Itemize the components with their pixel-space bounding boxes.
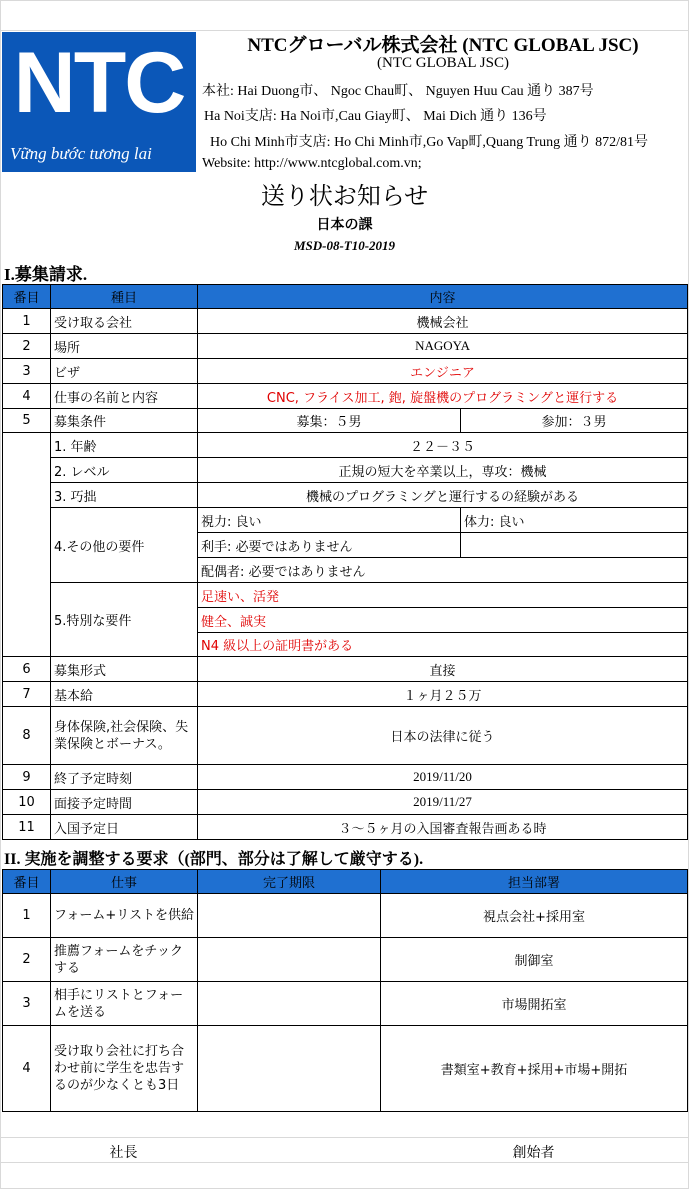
row-no: 11 <box>3 815 51 840</box>
document-subtitle: 日本の課 <box>316 217 373 233</box>
table-row <box>3 765 688 790</box>
row-dept: 視点会社+採用室 <box>381 894 688 938</box>
col-header-deadline: 完了期限 <box>198 870 381 894</box>
row-no: 7 <box>3 682 51 707</box>
row-no-empty <box>3 433 51 657</box>
row-no: 2 <box>3 938 51 982</box>
col-header-task: 仕事 <box>51 870 198 894</box>
recruit-count: 募集：５男 <box>198 409 461 433</box>
table-row <box>3 707 688 765</box>
row-deadline <box>198 894 381 938</box>
table-row <box>3 790 688 815</box>
implementation-table <box>2 869 688 1112</box>
row-deadline <box>198 1026 381 1112</box>
row-dept: 書類室+教育+採用+市場+開拓 <box>381 1026 688 1112</box>
row-task: 受け取り会社に打ち合わせ前に学生を忠告するのが少なくとも3日 <box>51 1026 198 1112</box>
col-header-content: 内容 <box>198 285 688 309</box>
row-content: 機械会社 <box>198 309 688 334</box>
col-header-no: 番目 <box>3 285 51 309</box>
row-no: 4 <box>3 384 51 409</box>
row-task: 推薦フォームをチックする <box>51 938 198 982</box>
skill-value: 機械のプログラミングと運行するの経験がある <box>198 483 688 508</box>
level-label: 2. レベル <box>51 458 198 483</box>
row-no: 4 <box>3 1026 51 1112</box>
row-dept: 市場開拓室 <box>381 982 688 1026</box>
address-hcm: Ho Chi Minh市支店: Ho Chi Minh市,Go Vap町,Quang Trung 通り 872/81号 <box>210 135 649 150</box>
document-title: 送り状お知らせ <box>260 184 429 210</box>
table-header-row <box>3 870 688 894</box>
row-no: 9 <box>3 765 51 790</box>
strength: 体力: 良い <box>461 508 688 533</box>
empty-cell <box>461 533 688 558</box>
row-item: 身体保険,社会保険、失業保険とボーナス。 <box>51 707 198 765</box>
row-no: 3 <box>3 359 51 384</box>
document-code: MSD-08-T10-2019 <box>293 238 396 253</box>
row-content: NAGOYA <box>198 334 688 359</box>
level-value: 正規の短大を卒業以上，専攻：機械 <box>198 458 688 483</box>
recruitment-table <box>2 284 688 840</box>
skill-label: 3. 巧拙 <box>51 483 198 508</box>
row-content: エンジニア <box>198 359 688 384</box>
table-row <box>3 583 688 608</box>
address-hanoi: Ha Noi支店: Ha Noi市,Cau Giay町、 Mai Dich 通り 136号 <box>204 109 547 124</box>
other-requirements-label: 4.その他の要件 <box>51 508 198 583</box>
logo-slogan: Vững bước tương lai <box>10 144 152 163</box>
handedness: 利手: 必要ではありません <box>198 533 461 558</box>
table-row <box>3 458 688 483</box>
grid-line <box>0 1162 689 1163</box>
row-content: 2019/11/20 <box>198 765 688 790</box>
row-content: ３～５ヶ月の入国審査報告画ある時 <box>198 815 688 840</box>
row-no: 10 <box>3 790 51 815</box>
row-item: 仕事の名前と内容 <box>51 384 198 409</box>
table-row <box>3 409 688 433</box>
table-row <box>3 815 688 840</box>
row-no: 8 <box>3 707 51 765</box>
row-content: 日本の法律に従う <box>198 707 688 765</box>
table-row <box>3 309 688 334</box>
row-item: 終了予定時刻 <box>51 765 198 790</box>
col-header-no: 番目 <box>3 870 51 894</box>
special-req-1: 足速い、活発 <box>198 583 688 608</box>
company-logo <box>2 32 196 172</box>
logo-text: NTC <box>13 35 185 131</box>
row-item: 入国予定日 <box>51 815 198 840</box>
row-item: ビザ <box>51 359 198 384</box>
signature-president: 社長 <box>109 1145 138 1161</box>
row-item: 募集条件 <box>51 409 198 433</box>
row-item: 募集形式 <box>51 657 198 682</box>
row-content: 2019/11/27 <box>198 790 688 815</box>
grid-line <box>0 0 689 1</box>
row-item: 面接予定時間 <box>51 790 198 815</box>
row-no: 6 <box>3 657 51 682</box>
table-row <box>3 433 688 458</box>
section2-heading: II. 実施を調整する要求（(部門、部分は了解して厳守する). <box>4 851 424 868</box>
spouse: 配偶者: 必要ではありません <box>198 558 688 583</box>
table-row <box>3 384 688 409</box>
special-requirements-label: 5.特別な要件 <box>51 583 198 657</box>
row-content: CNC, フライス加工, 鉋, 旋盤機のプログラミングと運行する <box>198 384 688 409</box>
table-row <box>3 1026 688 1112</box>
table-row <box>3 508 688 533</box>
eyesight: 視力: 良い <box>198 508 461 533</box>
company-name: NTCグローバル株式会社 (NTC GLOBAL JSC) <box>247 35 639 56</box>
row-task: フォーム+リストを供給 <box>51 894 198 938</box>
row-deadline <box>198 938 381 982</box>
col-header-item: 種目 <box>51 285 198 309</box>
table-row <box>3 359 688 384</box>
table-row <box>3 483 688 508</box>
age-value: ２２－３５ <box>198 433 688 458</box>
table-row <box>3 938 688 982</box>
participant-count: 参加：３男 <box>461 409 688 433</box>
row-no: 5 <box>3 409 51 433</box>
table-row <box>3 682 688 707</box>
website: Website: http://www.ntcglobal.com.vn; <box>202 156 422 171</box>
row-content: １ヶ月２５万 <box>198 682 688 707</box>
table-row <box>3 982 688 1026</box>
signature-founder: 創始者 <box>512 1145 555 1161</box>
special-req-2: 健全、誠実 <box>198 608 688 633</box>
row-content: 直接 <box>198 657 688 682</box>
special-req-3: N4 級以上の証明書がある <box>198 633 688 657</box>
row-item: 場所 <box>51 334 198 359</box>
age-label: 1. 年齢 <box>51 433 198 458</box>
row-deadline <box>198 982 381 1026</box>
company-short-name: (NTC GLOBAL JSC) <box>377 55 509 71</box>
address-hq: 本社: Hai Duong市、 Ngoc Chau町、 Nguyen Huu Cau 通り 387号 <box>202 84 594 99</box>
grid-line <box>0 1137 689 1138</box>
row-no: 3 <box>3 982 51 1026</box>
row-no: 2 <box>3 334 51 359</box>
table-row <box>3 334 688 359</box>
row-no: 1 <box>3 894 51 938</box>
section1-heading: I.募集請求. <box>4 265 88 284</box>
table-row <box>3 657 688 682</box>
table-header-row <box>3 285 688 309</box>
row-dept: 制御室 <box>381 938 688 982</box>
row-item: 受け取る会社 <box>51 309 198 334</box>
table-row <box>3 894 688 938</box>
row-task: 相手にリストとフォームを送る <box>51 982 198 1026</box>
col-header-dept: 担当部署 <box>381 870 688 894</box>
row-item: 基本給 <box>51 682 198 707</box>
row-no: 1 <box>3 309 51 334</box>
